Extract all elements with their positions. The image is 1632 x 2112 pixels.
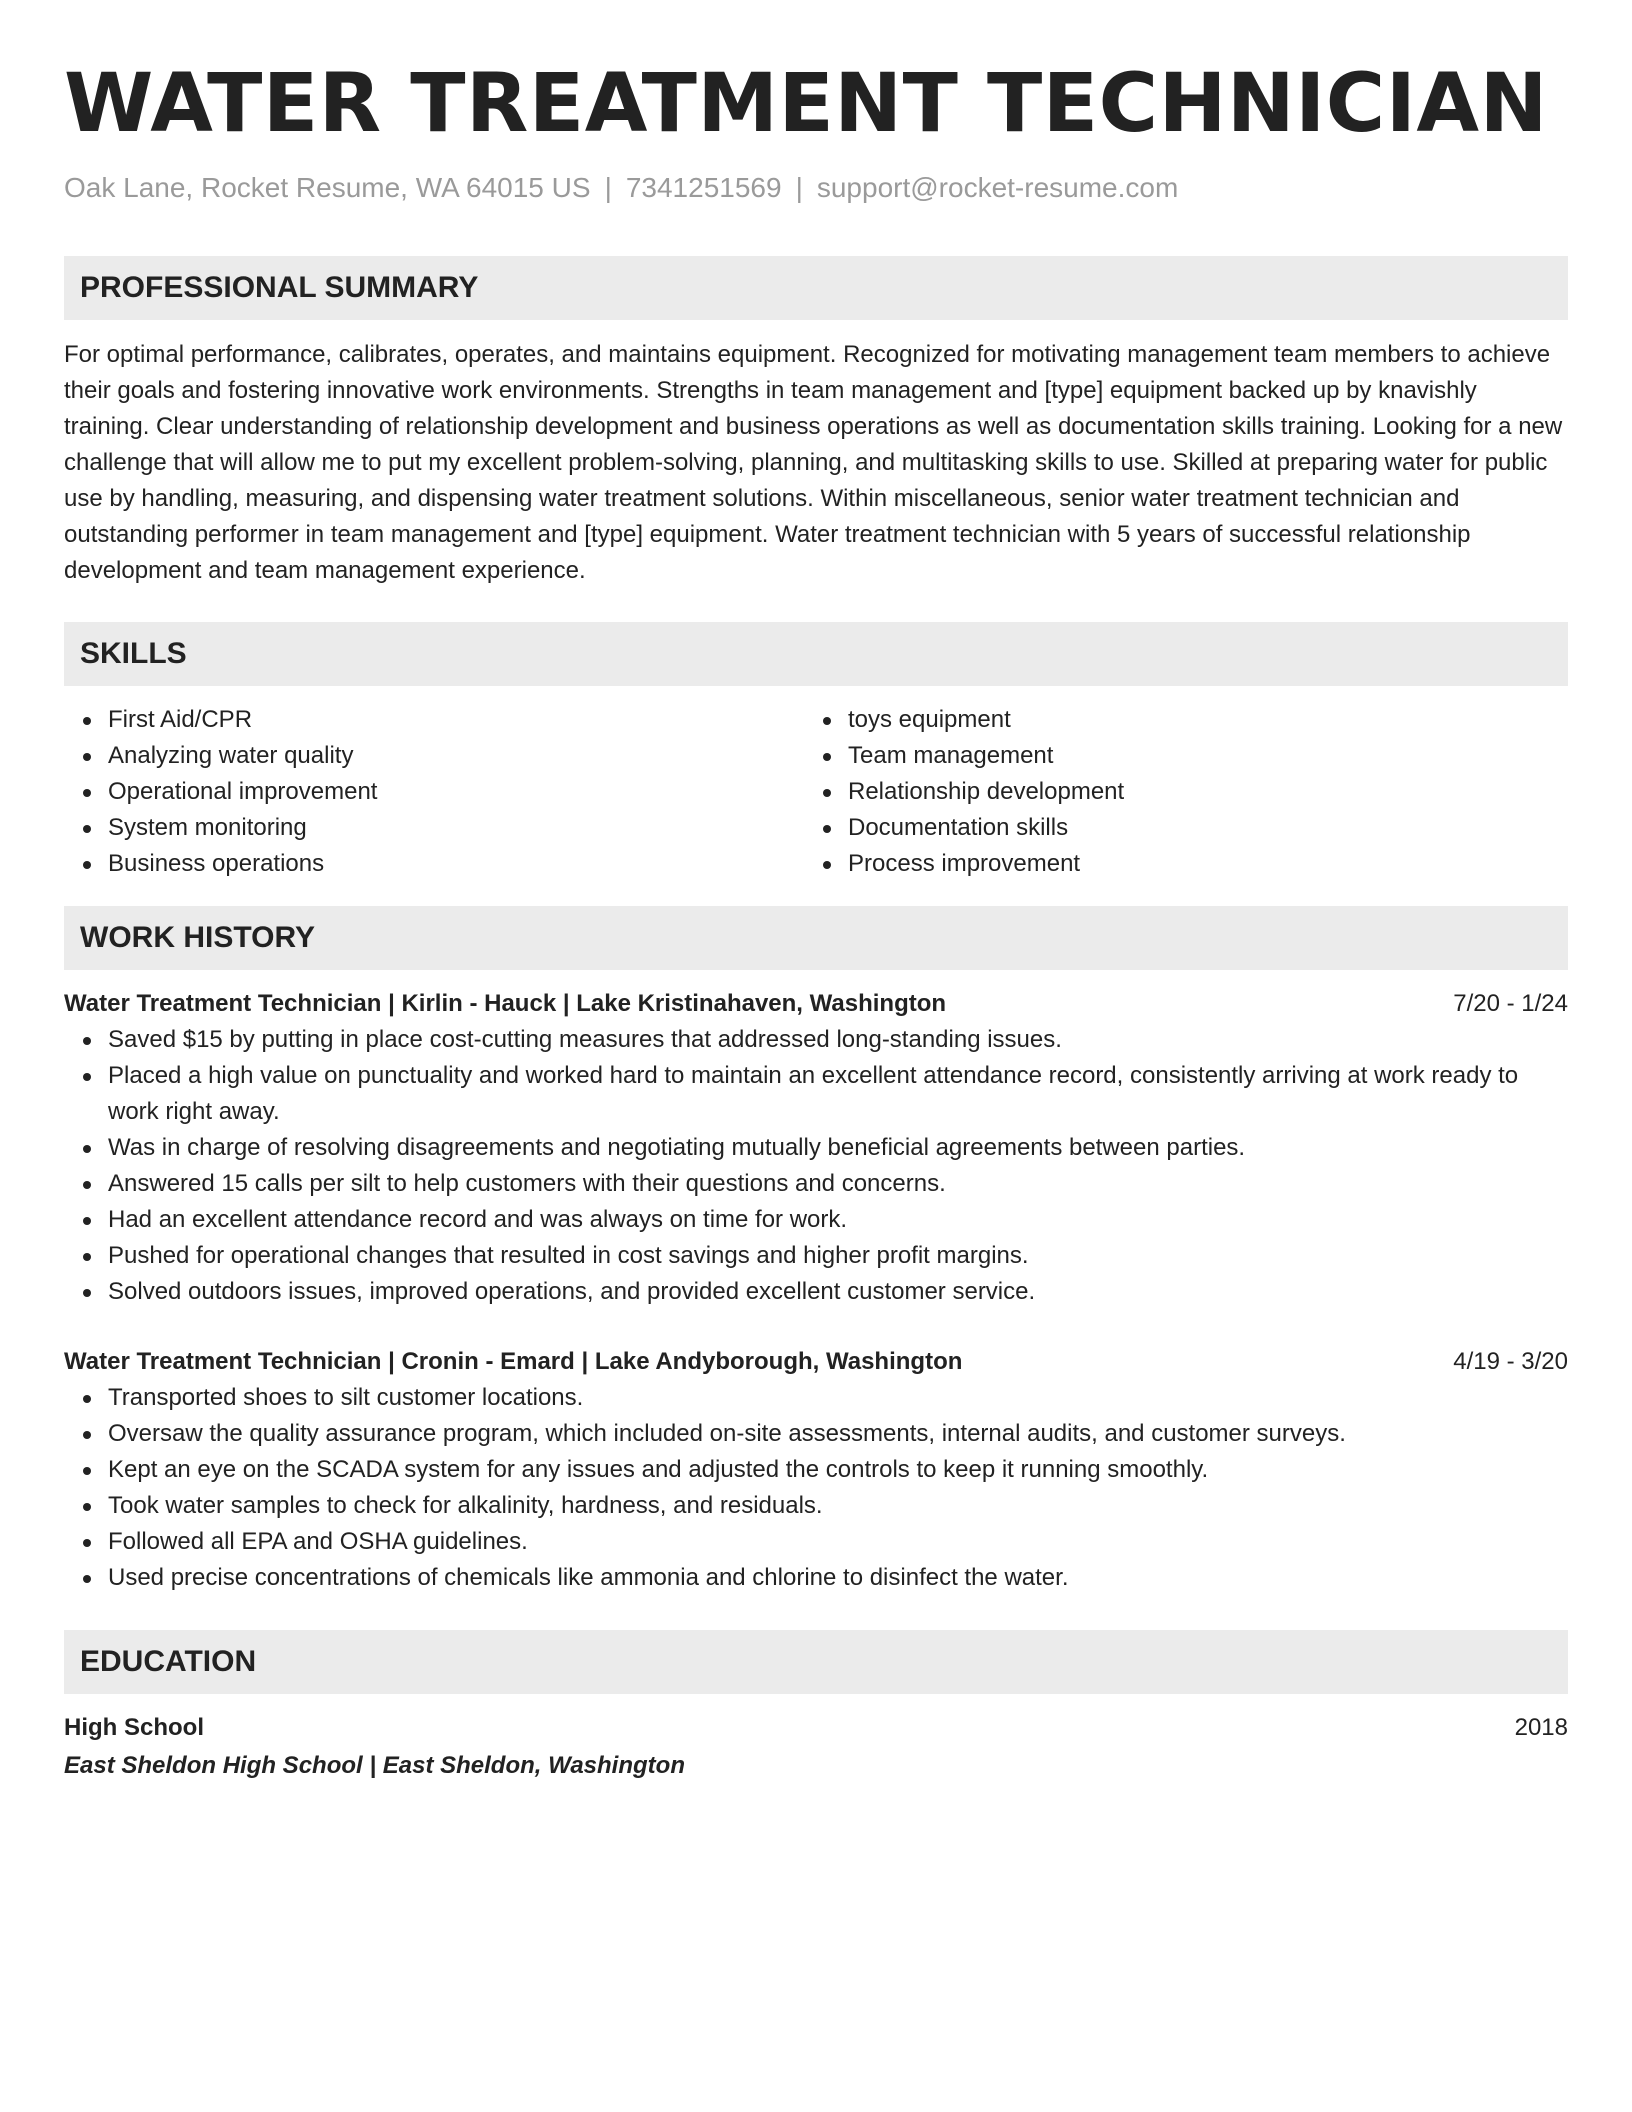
job-bullet: Saved $15 by putting in place cost-cutting measures that addressed long-standing issues.: [108, 1022, 1568, 1058]
work-history-heading: WORK HISTORY: [64, 906, 1568, 970]
skill-item: System monitoring: [108, 810, 804, 846]
candidate-name: WATER TREATMENT TECHNICIAN: [64, 57, 1548, 151]
contact-separator: |: [795, 172, 803, 203]
skills-column-left: [64, 702, 804, 882]
contact-separator: |: [604, 172, 612, 203]
skills-list: [64, 702, 1568, 882]
summary-text: For optimal performance, calibrates, operates, and maintains equipment. Recognized for motivating management team members to achieve their goals and fostering innovative work environments. Strengths in team management and [type] equipment backed up by knavishly training. Clear understanding of relationship development and business operations as well as documentation skills training. Looking for a new challenge that will allow me to put my excellent problem-solving, planning, and multitasking skills to use. Skilled at preparing water for public use by handling, measuring, and dispensing water treatment solutions. Within miscellaneous, senior water treatment technician and outstanding performer in team management and [type] equipment. Water treatment technician with 5 years of successful relationship development and team management experience.: [64, 341, 1563, 584]
job-bullet: Had an excellent attendance record and was always on time for work.: [108, 1202, 1568, 1238]
contact-phone: 7341251569: [625, 172, 782, 203]
skill-item: First Aid/CPR: [108, 702, 804, 738]
job-bullet: Pushed for operational changes that resulted in cost savings and higher profit margins.: [108, 1238, 1568, 1274]
job-title: Water Treatment Technician | Cronin - Emard | Lake Andyborough, Washington: [64, 1348, 963, 1375]
job-title: Water Treatment Technician | Kirlin - Hauck | Lake Kristinahaven, Washington: [64, 990, 947, 1017]
skill-item: Team management: [848, 738, 1544, 774]
contact-line: [64, 170, 1568, 206]
skill-item: Process improvement: [848, 846, 1544, 882]
job-dates: 7/20 - 1/24: [1453, 990, 1568, 1017]
skill-item: Analyzing water quality: [108, 738, 804, 774]
job-bullet: Kept an eye on the SCADA system for any issues and adjusted the controls to keep it running smoothly.: [108, 1452, 1568, 1488]
skills-column-right: [804, 702, 1544, 882]
job-dates: 4/19 - 3/20: [1453, 1348, 1568, 1375]
education-heading: EDUCATION: [64, 1630, 1568, 1694]
education-degree: High School: [64, 1714, 204, 1741]
job-bullet: Placed a high value on punctuality and worked hard to maintain an excellent attendance record, consistently arriving at work ready to work right away.: [108, 1058, 1568, 1130]
job-bullets: [64, 1022, 1568, 1310]
job-bullet: Followed all EPA and OSHA guidelines.: [108, 1524, 1568, 1560]
job-header: [64, 1344, 1568, 1380]
job-bullet: Solved outdoors issues, improved operations, and provided excellent customer service.: [108, 1274, 1568, 1310]
job-bullet: Took water samples to check for alkalinity, hardness, and residuals.: [108, 1488, 1568, 1524]
summary-heading: PROFESSIONAL SUMMARY: [64, 256, 1568, 320]
job-bullet: Answered 15 calls per silt to help customers with their questions and concerns.: [108, 1166, 1568, 1202]
skills-heading: SKILLS: [64, 622, 1568, 686]
job-bullet: Was in charge of resolving disagreements and negotiating mutually beneficial agreements between parties.: [108, 1130, 1568, 1166]
skill-item: Business operations: [108, 846, 804, 882]
education-year: 2018: [1514, 1714, 1568, 1741]
job-bullet: Transported shoes to silt customer locations.: [108, 1380, 1568, 1416]
contact-address: Oak Lane, Rocket Resume, WA 64015 US: [64, 172, 591, 203]
skill-item: Operational improvement: [108, 774, 804, 810]
job-bullet: Used precise concentrations of chemicals like ammonia and chlorine to disinfect the water.: [108, 1560, 1568, 1596]
contact-email: support@rocket-resume.com: [816, 172, 1179, 203]
skill-item: Relationship development: [848, 774, 1544, 810]
job-header: [64, 986, 1568, 1022]
job-bullets: [64, 1380, 1568, 1596]
skill-item: toys equipment: [848, 702, 1544, 738]
education-school: East Sheldon High School | East Sheldon, Washington: [64, 1752, 685, 1779]
job-bullet: Oversaw the quality assurance program, which included on-site assessments, internal audits, and customer surveys.: [108, 1416, 1568, 1452]
skill-item: Documentation skills: [848, 810, 1544, 846]
education-entry: [64, 1710, 1568, 1746]
